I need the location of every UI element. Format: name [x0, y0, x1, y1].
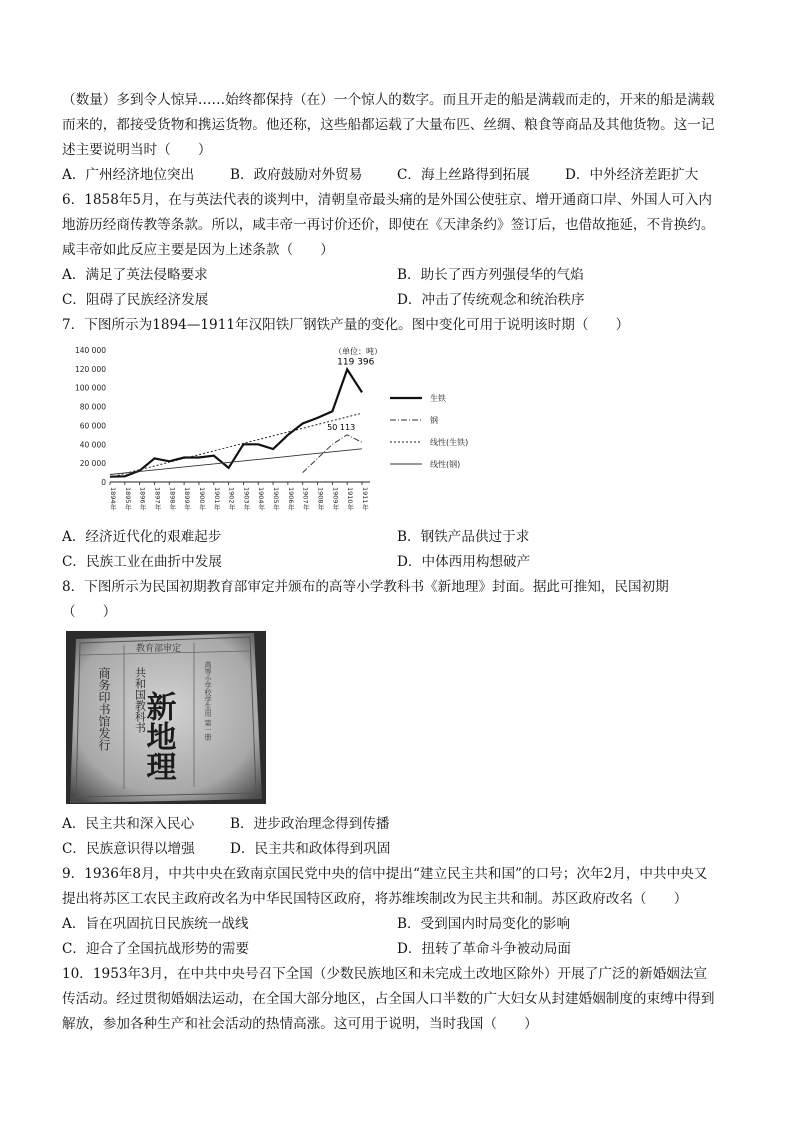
q9-stem-line-2: 提出将苏区工农民主政府改名为中华民国特区政府，将苏维埃制改为民主共和制。苏区政府改名（ ） [62, 891, 688, 907]
cover-publisher-text: 商务印书馆发行 [97, 667, 111, 751]
q6-option-d: D．冲击了传统观念和统治秩序 [397, 292, 585, 308]
series-line-3 [110, 449, 362, 475]
y-tick-label: 20 000 [79, 459, 106, 469]
x-tick-label: 1898年 [168, 487, 177, 511]
q5-option-b: B．政府鼓励对外贸易 [230, 167, 363, 183]
y-tick-label: 120 000 [74, 364, 106, 374]
q9-stem-line-1: 9．1936年8月，中共中央在致南京国民党中央的信中提出“建立民主共和国”的口号；次年2月，中共中央又 [62, 866, 708, 882]
q8-option-d: D．民主共和政体得到巩固 [230, 841, 391, 857]
y-axis [75, 346, 106, 487]
cover-top-text: 教育部审定 [136, 644, 182, 654]
chart-unit-label: （单位：吨） [334, 347, 382, 356]
iron-steel-chart [62, 340, 510, 520]
legend-label-0: 生铁 [430, 394, 446, 403]
x-tick-label: 1903年 [242, 487, 251, 511]
series-lines [110, 369, 362, 477]
legend-label-3: 线性(钢) [430, 460, 461, 469]
cover-side-text: 高等小学校学生用 第一册 [204, 661, 212, 741]
q5-option-a: A．广州经济地位突出 [62, 167, 195, 183]
q9-option-c: C．迎合了全国抗战形势的需要 [62, 941, 250, 957]
q6-stem-line-2: 地游历经商传教等条款。所以，咸丰帝一再讨价还价，即使在《天津条约》签订后，也借故拖延，不肯换约。 [62, 217, 715, 233]
y-tick-label: 60 000 [79, 421, 106, 431]
q8-stem: 8．下图所示为民国初期教育部审定并颁布的高等小学教科书《新地理》封面。据此可推知，民国初期 [62, 579, 669, 595]
q5-text-line-2: 而来的，都接受货物和携运货物。他还称，这些船都运载了大量布匹、丝绸、粮食等商品及其他货物。这一记 [62, 117, 715, 133]
q6-option-c: C．阻碍了民族经济发展 [62, 292, 209, 308]
x-tick-label: 1905年 [272, 487, 281, 511]
x-tick-label: 1897年 [153, 487, 162, 511]
x-tick-label: 1900年 [197, 487, 206, 511]
q9-option-d: D．扭转了革命斗争被动局面 [397, 941, 572, 957]
x-tick-label: 1899年 [183, 487, 192, 511]
q5-option-c: C．海上丝路得到拓展 [397, 167, 530, 183]
q7-option-a: A．经济近代化的艰难起步 [62, 529, 222, 545]
x-tick-label: 1908年 [316, 487, 325, 511]
annotation-peak-iron: 119 396 [337, 357, 375, 368]
q10-stem-line-2: 传活动。经过贯彻婚姻法运动，在全国大部分地区，占全国人口半数的广大妇女从封建婚姻制度的束缚中得到 [62, 991, 715, 1007]
legend [390, 393, 468, 469]
q7-option-b: B．钢铁产品供过于求 [397, 529, 530, 545]
x-tick-label: 1907年 [301, 487, 310, 511]
q6-option-a: A．满足了英法侵略要求 [62, 267, 208, 283]
x-axis [109, 482, 370, 511]
y-tick-label: 100 000 [74, 383, 106, 393]
x-tick-label: 1911年 [361, 487, 369, 511]
q7-stem: 7．下图所示为1894—1911年汉阳铁厂钢铁产量的变化。图中变化可用于说明该时期（ ） [62, 317, 630, 333]
x-tick-label: 1894年 [109, 487, 117, 511]
x-tick-label: 1901年 [212, 487, 221, 511]
q10-stem-line-1: 10．1953年3月，在中共中央号召下全国（少数民族地区和未完成土改地区除外）开展了广泛的新婚姻法宣 [62, 966, 708, 982]
q5-option-d: D．中外经济差距扩大 [565, 167, 699, 183]
legend-label-1: 钢 [430, 416, 438, 425]
cover-title-text: 新地理 [140, 691, 176, 781]
q8-option-b: B．进步政治理念得到传播 [230, 816, 390, 832]
x-tick-label: 1904年 [257, 487, 266, 511]
q9-option-b: B．受到国内时局变化的影响 [397, 916, 571, 932]
textbook-cover-photo [66, 631, 266, 804]
x-tick-label: 1910年 [346, 487, 355, 511]
y-tick-label: 40 000 [79, 440, 106, 450]
q5-text-line-3: 述主要说明当时（ ） [62, 142, 212, 158]
x-tick-label: 1902年 [227, 487, 236, 511]
q6-option-b: B．助长了西方列强侵华的气焰 [397, 267, 584, 283]
y-tick-label: 80 000 [79, 402, 106, 412]
q8-paren: （ ） [62, 604, 117, 620]
q7-option-c: C．民族工业在曲折中发展 [62, 554, 222, 570]
annotation-peak-steel: 50 113 [327, 422, 356, 432]
y-tick-label: 0 [101, 478, 106, 487]
q9-option-a: A．旨在巩固抗日民族统一战线 [62, 916, 249, 932]
y-tick-label: 140 000 [74, 346, 106, 355]
q8-option-c: C．民族意识得以增强 [62, 841, 195, 857]
x-tick-label: 1896年 [138, 487, 147, 511]
q8-option-a: A．民主共和深入民心 [62, 816, 195, 832]
x-tick-label: 1906年 [286, 487, 295, 511]
series-line-2 [110, 413, 362, 477]
cover-series-text: 共和国教科书 [133, 667, 147, 733]
q5-text-line-1: （数量）多到令人惊异……始终都保持（在）一个惊人的数字。而且开走的船是满载而走的，开来的船是满载 [62, 92, 715, 108]
x-tick-label: 1895年 [123, 487, 132, 511]
q6-stem-line-1: 6．1858年5月，在与英法代表的谈判中，清朝皇帝最头痛的是外国公使驻京、增开通商口岸、外国人可入内 [62, 192, 713, 208]
q10-stem-line-3: 解放，参加各种生产和社会活动的热情高涨。这可用于说明，当时我国（ ） [62, 1016, 538, 1032]
x-tick-label: 1909年 [331, 487, 340, 511]
legend-label-2: 线性(生铁) [430, 438, 469, 447]
q7-option-d: D．中体西用构想破产 [397, 554, 531, 570]
q6-stem-line-3: 咸丰帝如此反应主要是因为上述条款（ ） [62, 242, 334, 258]
